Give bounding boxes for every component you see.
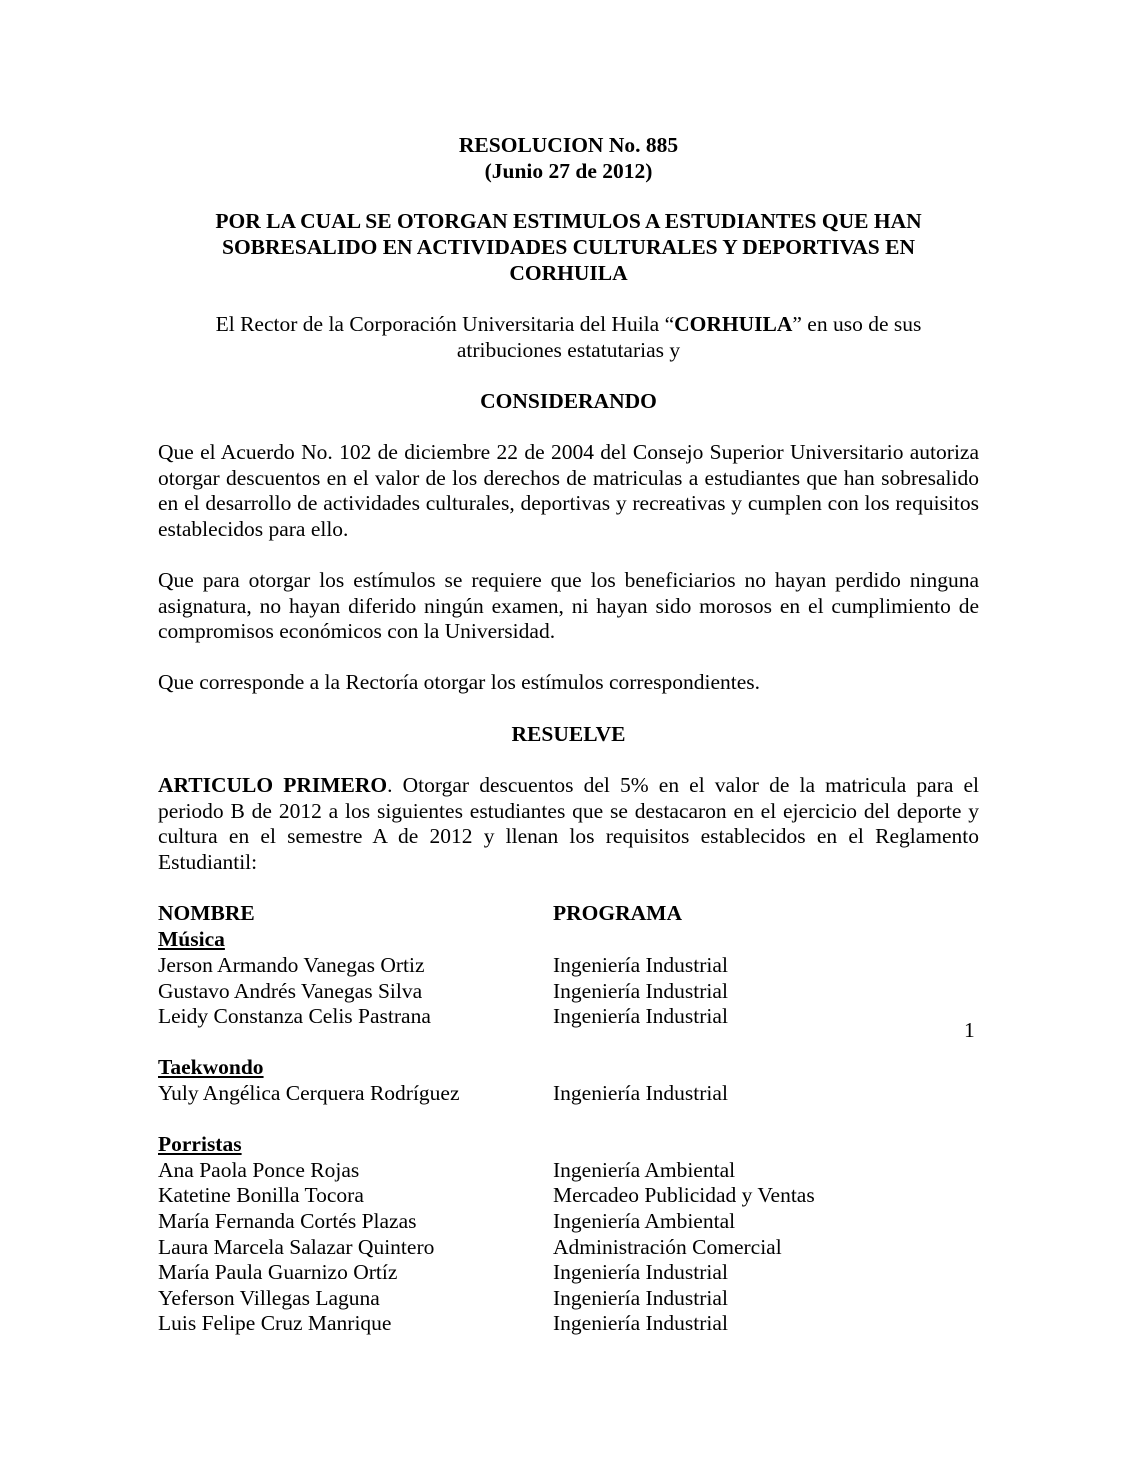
table-row — [158, 1235, 979, 1261]
student-name: Jerson Armando Vanegas Ortiz — [158, 953, 425, 977]
student-name: Laura Marcela Salazar Quintero — [158, 1235, 435, 1259]
resolution-number: RESOLUCION No. 885 — [458, 133, 679, 157]
table-row — [158, 1286, 979, 1312]
student-program: Mercadeo Publicidad y Ventas — [553, 1183, 815, 1207]
student-name: Katetine Bonilla Tocora — [158, 1183, 364, 1207]
student-program: Ingeniería Industrial — [553, 1286, 728, 1310]
student-program: Ingeniería Ambiental — [553, 1209, 736, 1233]
student-name: María Paula Guarnizo Ortíz — [158, 1260, 398, 1284]
article-primero — [158, 773, 979, 875]
table-row — [158, 953, 979, 979]
student-name: Ana Paola Ponce Rojas — [158, 1158, 360, 1182]
page-number: 1 — [964, 1018, 975, 1042]
student-name: Luis Felipe Cruz Manrique — [158, 1311, 392, 1335]
table-row — [158, 979, 979, 1005]
student-program: Ingeniería Industrial — [553, 953, 728, 977]
subject-line-1: POR LA CUAL SE OTORGAN ESTIMULOS A ESTUDIANTES QUE HAN — [215, 209, 922, 233]
subject-line-3: CORHUILA — [509, 261, 628, 285]
student-name: María Fernanda Cortés Plazas — [158, 1209, 417, 1233]
table-row — [158, 1158, 979, 1184]
intro-bold-name: CORHUILA — [674, 312, 793, 336]
resolution-date: (Junio 27 de 2012) — [484, 159, 653, 183]
table-row — [158, 1183, 979, 1209]
table-row — [158, 1260, 979, 1286]
group-heading-taekwondo: Taekwondo — [158, 1055, 264, 1079]
column-header-program: PROGRAMA — [553, 901, 682, 925]
student-program: Ingeniería Industrial — [553, 1260, 728, 1284]
group-heading-porristas: Porristas — [158, 1132, 242, 1156]
table-row — [158, 1311, 979, 1337]
student-name: Gustavo Andrés Vanegas Silva — [158, 979, 423, 1003]
table-row — [158, 1209, 979, 1235]
student-name: Yeferson Villegas Laguna — [158, 1286, 380, 1310]
student-program: Ingeniería Industrial — [553, 1004, 728, 1028]
student-program: Ingeniería Industrial — [553, 1311, 728, 1335]
intro-line-1 — [158, 312, 979, 338]
intro-line-2: atribuciones estatutarias y — [456, 338, 681, 362]
student-program: Ingeniería Industrial — [553, 1081, 728, 1105]
table-header — [158, 901, 979, 927]
column-header-name: NOMBRE — [158, 901, 255, 925]
considerando-paragraph-1: Que el Acuerdo No. 102 de diciembre 22 de 2004 del Consejo Superior Universitario autoriza otorgar descuentos en el valor de los derechos de matriculas a estudiantes que han sobresalido en el desarrollo de actividades culturales, deportivas y recreativas y cumplen con los requisitos establecidos para ello. — [158, 440, 979, 541]
article-text: . Otorgar descuentos del 5% en el valor de la matricula para el periodo B de 2012 a los siguientes estudiantes que se destacaron en el ejercicio del deporte y cultura en el semestre A de 2012 y llenan los requisitos establecidos en el Reglamento Estudiantil: — [158, 773, 979, 874]
intro-text-before: El Rector de la Corporación Universitaria del Huila “ — [215, 312, 675, 336]
article-label: ARTICULO PRIMERO — [158, 773, 388, 797]
considerando-title: CONSIDERANDO — [480, 389, 657, 413]
student-program: Administración Comercial — [553, 1235, 782, 1259]
resuelve-title: RESUELVE — [511, 722, 626, 746]
table-row — [158, 1081, 979, 1107]
student-name: Yuly Angélica Cerquera Rodríguez — [158, 1081, 460, 1105]
student-name: Leidy Constanza Celis Pastrana — [158, 1004, 431, 1028]
student-program: Ingeniería Industrial — [553, 979, 728, 1003]
group-heading-musica: Música — [158, 927, 225, 951]
table-row — [158, 1004, 979, 1030]
considerando-paragraph-3: Que corresponde a la Rectoría otorgar los estímulos correspondientes. — [158, 670, 761, 694]
considerando-paragraph-2: Que para otorgar los estímulos se requiere que los beneficiarios no hayan perdido ninguna asignatura, no hayan diferido ningún examen, ni hayan sido morosos en el cumplimiento de compromisos económicos con la Universidad. — [158, 568, 979, 644]
intro-text-after: ” en uso de sus — [792, 312, 922, 336]
student-program: Ingeniería Ambiental — [553, 1158, 736, 1182]
subject-line-2: SOBRESALIDO EN ACTIVIDADES CULTURALES Y DEPORTIVAS EN — [221, 235, 915, 259]
